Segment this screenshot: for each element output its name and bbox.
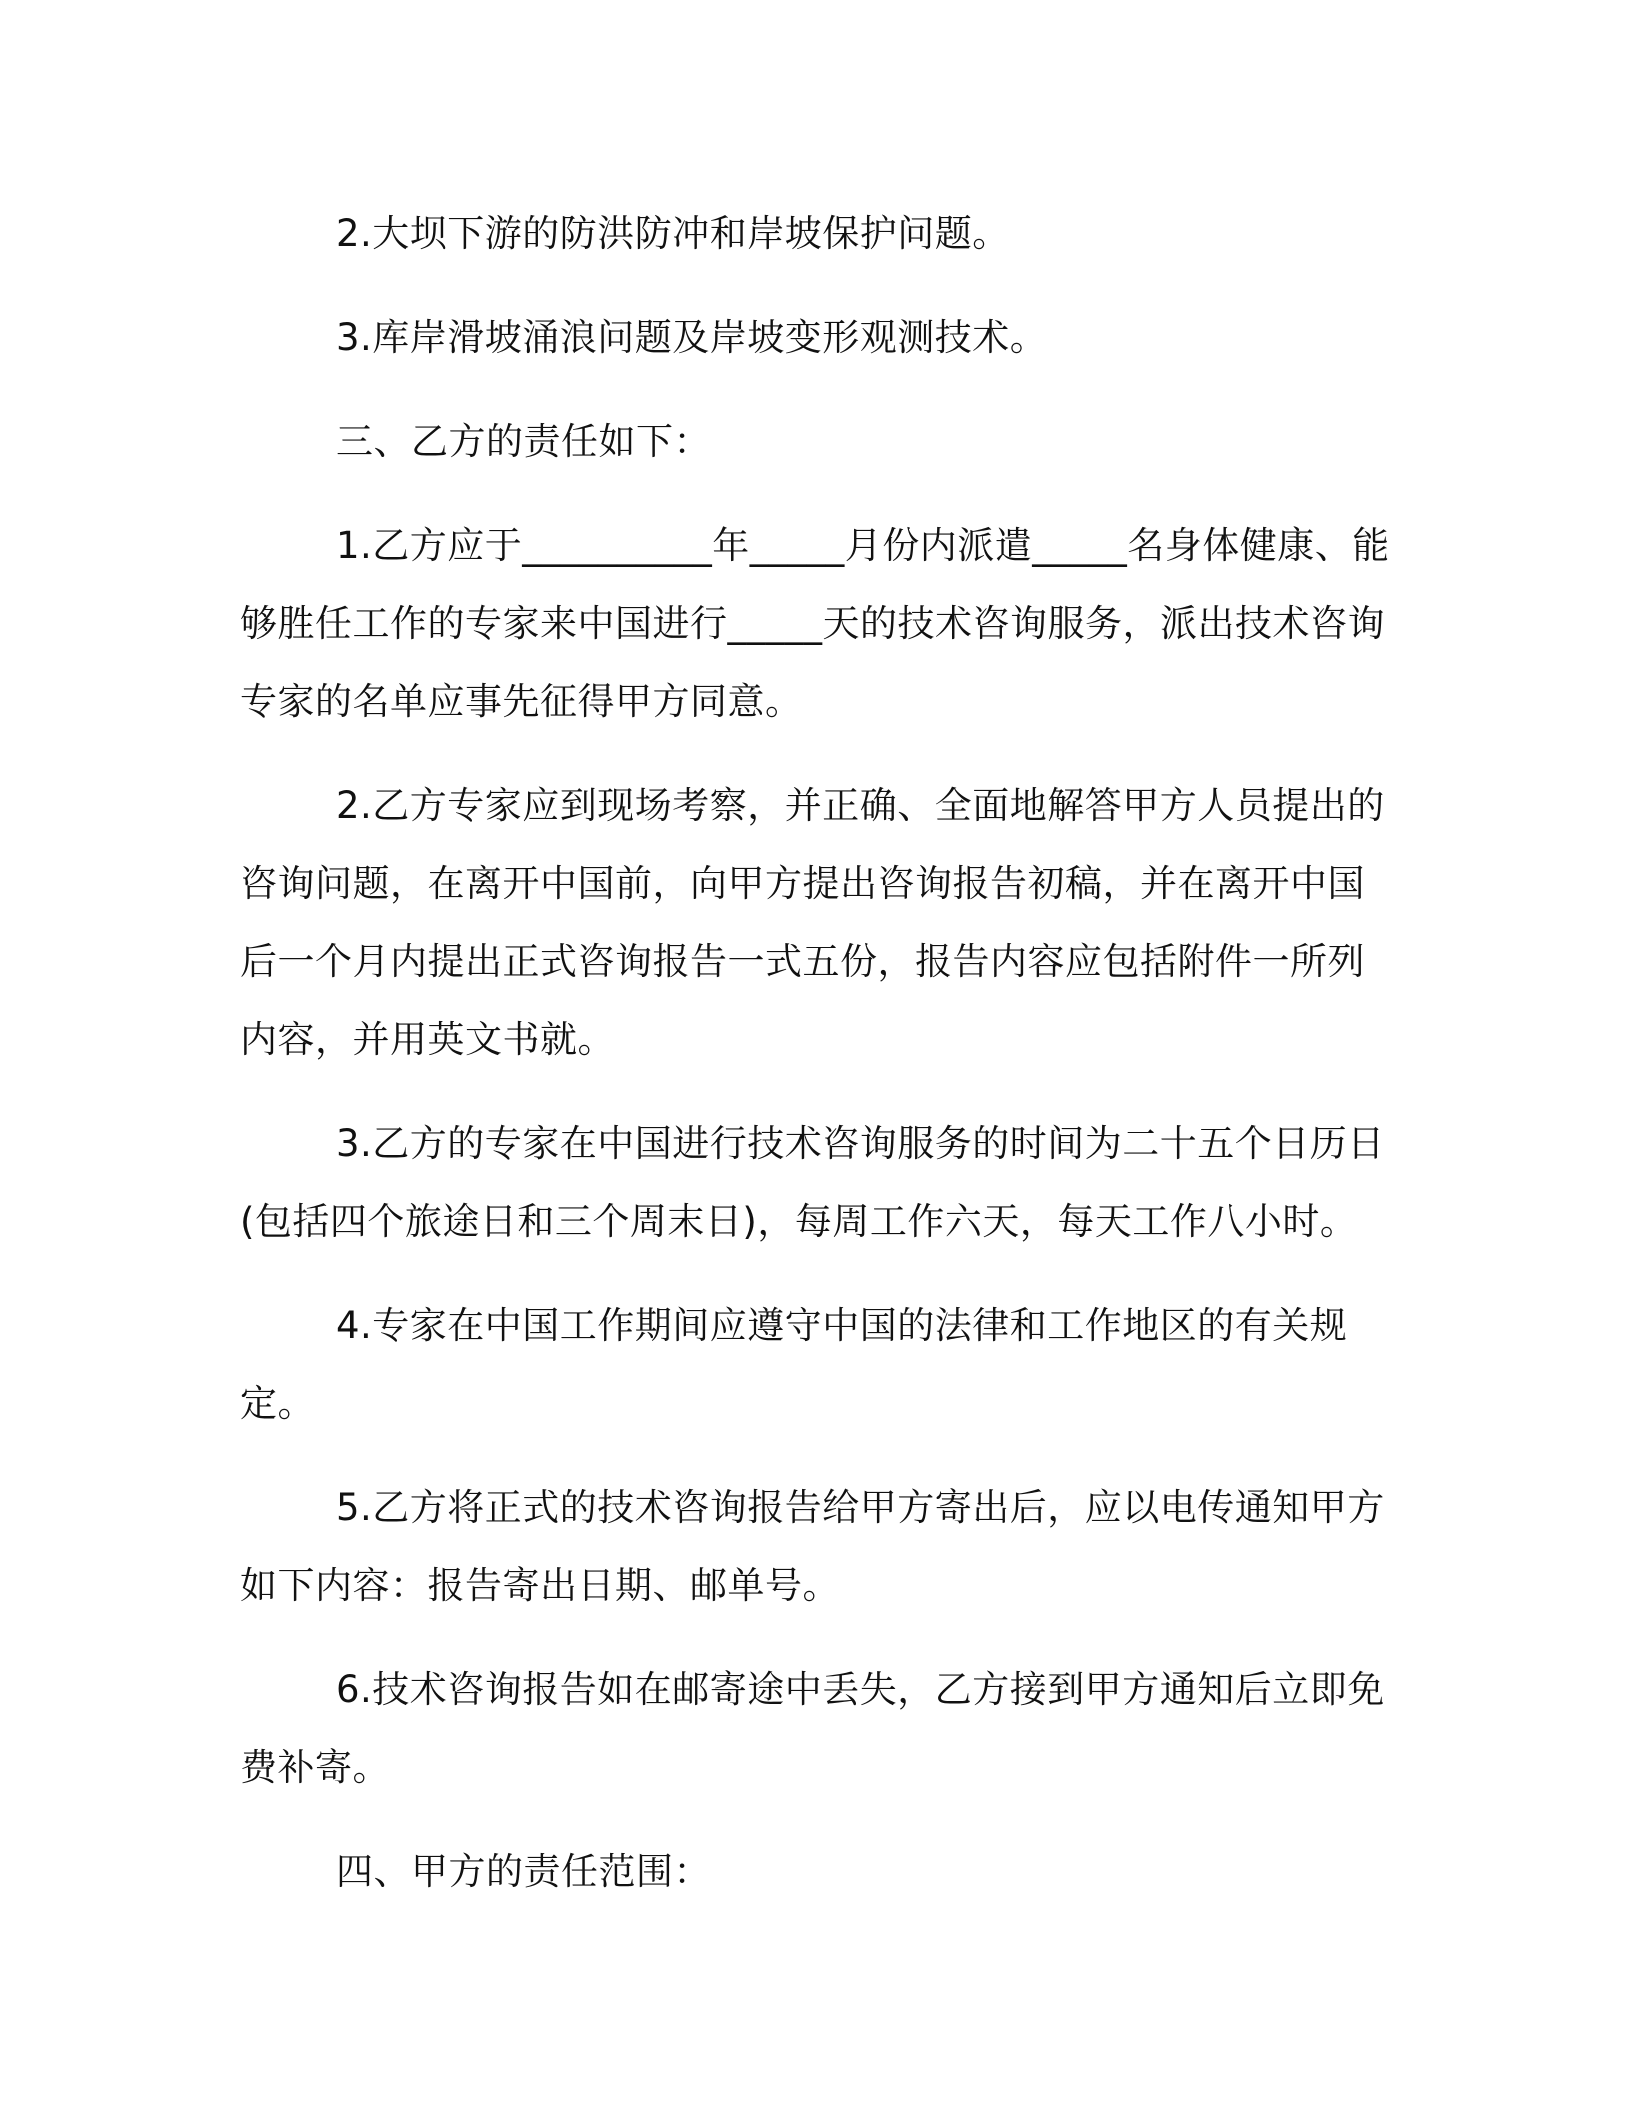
paragraph-service-duration: 3.乙方的专家在中国进行技术咨询服务的时间为二十五个日历日(包括四个旅途日和三个周末日)，每周工作六天，每天工作八小时。 — [240, 1122, 1385, 1243]
paragraph-expert-dispatch: 1.乙方应于__________年_____月份内派遣_____名身体健康、能够胜任工作的专家来中国进行_____天的技术咨询服务，派出技术咨询专家的名单应事先征得甲方同意。 — [240, 524, 1390, 723]
paragraph-compliance-with-law: 4.专家在中国工作期间应遵守中国的法律和工作地区的有关规定。 — [240, 1304, 1348, 1425]
paragraph-lost-report-resend: 6.技术咨询报告如在邮寄途中丢失，乙方接到甲方通知后立即免费补寄。 — [240, 1668, 1385, 1789]
paragraph-downstream-flood-protection: 2.大坝下游的防洪防冲和岸坡保护问题。 — [336, 212, 1010, 255]
paragraph-telex-notification: 5.乙方将正式的技术咨询报告给甲方寄出后，应以电传通知甲方如下内容：报告寄出日期、邮单号。 — [240, 1486, 1385, 1607]
section-heading-party-b-responsibilities: 三、乙方的责任如下： — [336, 420, 711, 463]
document-body — [240, 195, 1400, 1937]
section-heading-party-a-responsibilities: 四、甲方的责任范围： — [336, 1850, 711, 1893]
paragraph-site-inspection-report: 2.乙方专家应到现场考察，并正确、全面地解答甲方人员提出的咨询问题，在离开中国前，向甲方提出咨询报告初稿，并在离开中国后一个月内提出正式咨询报告一式五份，报告内容应包括附件一所列内容，并用英文书就。 — [240, 784, 1385, 1061]
paragraph-landslide-surge: 3.库岸滑坡涌浪问题及岸坡变形观测技术。 — [336, 316, 1048, 359]
